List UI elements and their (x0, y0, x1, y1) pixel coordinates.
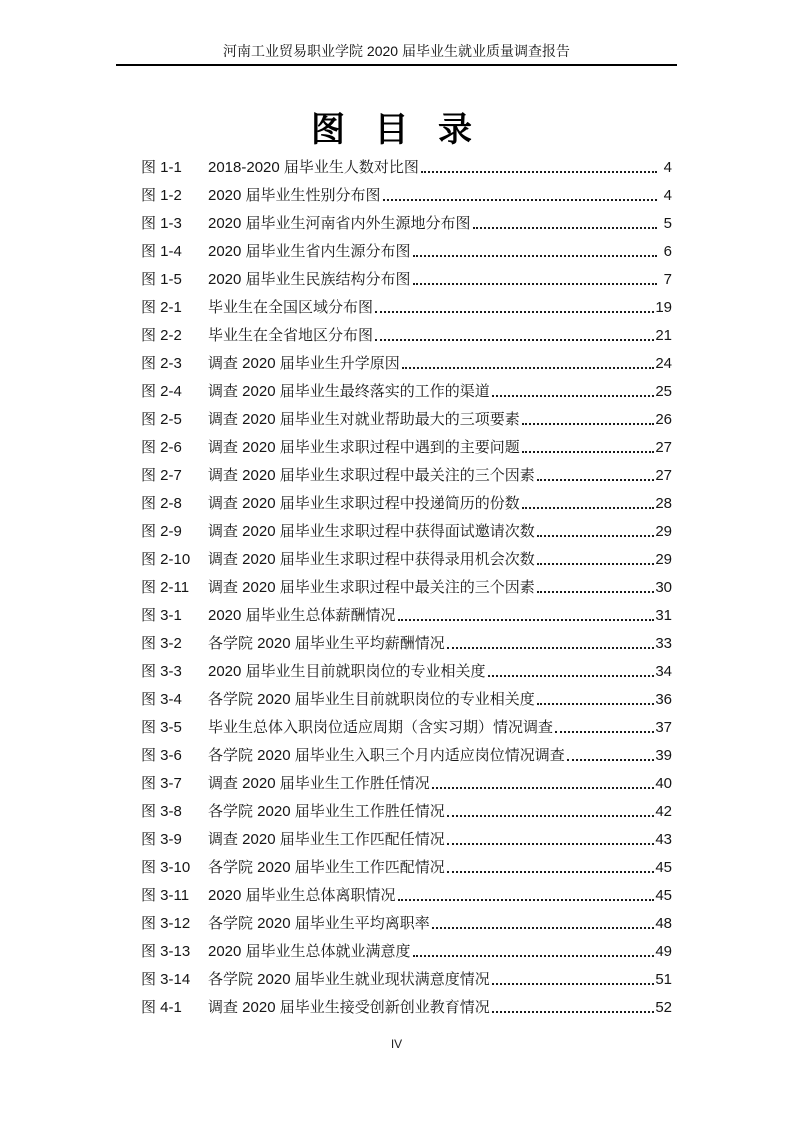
toc-entry-row (141, 992, 672, 1020)
figure-page-number: 45 (655, 859, 672, 876)
figure-page-number: 45 (655, 887, 672, 904)
toc-entry-row (141, 768, 672, 796)
figure-title: 各学院 2020 届毕业生平均离职率 (208, 915, 430, 932)
toc-entry-row (141, 292, 672, 320)
running-header-text: 河南工业贸易职业学院 2020 届毕业生就业质量调查报告 (223, 43, 570, 59)
toc-entry-row (141, 936, 672, 964)
figure-label: 图 3-1 (141, 607, 182, 624)
toc-entry-row (141, 740, 672, 768)
dot-leader (432, 787, 655, 789)
figure-page-number: 21 (655, 327, 672, 344)
toc-entry-row (141, 432, 672, 460)
figure-title: 各学院 2020 届毕业生工作胜任情况 (208, 803, 445, 820)
figure-label: 图 2-1 (141, 299, 182, 316)
figure-title: 调查 2020 届毕业生对就业帮助最大的三项要素 (208, 411, 520, 428)
toc-entry-row (141, 908, 672, 936)
figure-label: 图 3-13 (141, 943, 191, 960)
figure-label: 图 2-11 (141, 579, 190, 596)
figure-page-number: 48 (655, 915, 672, 932)
dot-leader (398, 619, 655, 621)
figure-title: 调查 2020 届毕业生求职过程中最关注的三个因素 (208, 467, 535, 484)
figure-title: 调查 2020 届毕业生求职过程中最关注的三个因素 (208, 579, 535, 596)
figure-page-number: 4 (663, 159, 672, 176)
toc-entry-row (141, 656, 672, 684)
figure-title: 调查 2020 届毕业生升学原因 (208, 355, 400, 372)
figure-page-number: 52 (655, 999, 672, 1016)
toc-entry-row (141, 712, 672, 740)
figure-label: 图 1-1 (141, 159, 182, 176)
figure-title: 毕业生在全省地区分布图 (208, 327, 374, 344)
toc-entry-row (141, 516, 672, 544)
figure-page-number: 34 (655, 663, 672, 680)
figure-label: 图 3-10 (141, 859, 191, 876)
figure-label: 图 2-4 (141, 383, 182, 400)
page-title: 图 目 录 (311, 111, 482, 149)
toc-entry-row (141, 964, 672, 992)
dot-leader (492, 395, 655, 397)
figure-title: 各学院 2020 届毕业生入职三个月内适应岗位情况调查 (208, 747, 565, 764)
figure-page-number: 27 (655, 439, 672, 456)
figure-title: 调查 2020 届毕业生求职过程中获得录用机会次数 (208, 551, 535, 568)
figure-label: 图 3-9 (141, 831, 182, 848)
figure-label: 图 3-4 (141, 691, 182, 708)
toc-entry-row (141, 852, 672, 880)
dot-leader (537, 563, 655, 565)
figure-label: 图 3-5 (141, 719, 182, 736)
dot-leader (402, 367, 655, 369)
figure-page-number: 27 (655, 467, 672, 484)
figure-label: 图 2-5 (141, 411, 182, 428)
figure-page-number: 6 (663, 243, 672, 260)
figure-label: 图 2-2 (141, 327, 182, 344)
dot-leader (398, 899, 655, 901)
figure-label: 图 3-2 (141, 635, 182, 652)
dot-leader (522, 423, 655, 425)
figure-page-number: 24 (655, 355, 672, 372)
figure-label: 图 2-3 (141, 355, 182, 372)
figure-label: 图 1-3 (141, 215, 182, 232)
dot-leader (492, 983, 655, 985)
figure-label: 图 3-12 (141, 915, 191, 932)
figure-title: 调查 2020 届毕业生求职过程中获得面试邀请次数 (208, 523, 535, 540)
toc-entry-row (141, 824, 672, 852)
figure-page-number: 19 (655, 299, 672, 316)
figure-title: 2020 届毕业生省内生源分布图 (208, 243, 411, 260)
figure-page-number: 36 (655, 691, 672, 708)
toc-entry-row (141, 684, 672, 712)
dot-leader (413, 255, 657, 257)
dot-leader (567, 759, 655, 761)
figure-title: 调查 2020 届毕业生最终落实的工作的渠道 (208, 383, 490, 400)
figure-page-number: 7 (663, 271, 672, 288)
figure-page-number: 51 (655, 971, 672, 988)
figure-title: 各学院 2020 届毕业生平均薪酬情况 (208, 635, 445, 652)
figure-title: 调查 2020 届毕业生工作匹配任情况 (208, 831, 445, 848)
figure-label: 图 1-4 (141, 243, 182, 260)
figure-label: 图 1-5 (141, 271, 182, 288)
dot-leader (413, 955, 655, 957)
toc-entry-row (141, 348, 672, 376)
figure-label: 图 2-8 (141, 495, 182, 512)
toc-entry-row (141, 544, 672, 572)
figure-title: 调查 2020 届毕业生工作胜任情况 (208, 775, 430, 792)
figure-page-number: 30 (655, 579, 672, 596)
dot-leader (488, 675, 655, 677)
figure-page-number: 40 (655, 775, 672, 792)
toc-entry-row (141, 320, 672, 348)
figure-title: 2020 届毕业生总体离职情况 (208, 887, 396, 904)
figure-title: 2020 届毕业生目前就职岗位的专业相关度 (208, 663, 486, 680)
toc-entry-row (141, 376, 672, 404)
figure-page-number: 28 (655, 495, 672, 512)
dot-leader (375, 339, 654, 341)
figure-title: 2018-2020 届毕业生人数对比图 (208, 159, 419, 176)
dot-leader (447, 647, 655, 649)
toc-entry-row (141, 600, 672, 628)
dot-leader (555, 731, 654, 733)
figure-page-number: 25 (655, 383, 672, 400)
dot-leader (375, 311, 654, 313)
dot-leader (383, 199, 657, 201)
toc-entry-row (141, 460, 672, 488)
figure-title: 2020 届毕业生性别分布图 (208, 187, 381, 204)
dot-leader (537, 703, 655, 705)
figure-label: 图 2-7 (141, 467, 182, 484)
dot-leader (537, 479, 655, 481)
figure-label: 图 3-7 (141, 775, 182, 792)
figure-title: 调查 2020 届毕业生求职过程中遇到的主要问题 (208, 439, 520, 456)
figure-title: 2020 届毕业生民族结构分布图 (208, 271, 411, 288)
figure-title: 各学院 2020 届毕业生就业现状满意度情况 (208, 971, 490, 988)
dot-leader (421, 171, 657, 173)
dot-leader (522, 507, 655, 509)
figure-label: 图 1-2 (141, 187, 182, 204)
toc-entry-row (141, 152, 672, 180)
figure-page-number: 33 (655, 635, 672, 652)
toc-entry-row (141, 488, 672, 516)
figure-title: 2020 届毕业生总体薪酬情况 (208, 607, 396, 624)
figure-title: 2020 届毕业生总体就业满意度 (208, 943, 411, 960)
figure-label: 图 4-1 (141, 999, 182, 1016)
figure-label: 图 3-11 (141, 887, 190, 904)
figure-label: 图 3-8 (141, 803, 182, 820)
toc-entry-row (141, 796, 672, 824)
dot-leader (432, 927, 655, 929)
figure-label: 图 2-9 (141, 523, 182, 540)
figure-page-number: 49 (655, 943, 672, 960)
dot-leader (447, 815, 655, 817)
figure-title: 各学院 2020 届毕业生目前就职岗位的专业相关度 (208, 691, 535, 708)
footer-page-number: IV (390, 1037, 403, 1051)
figure-label: 图 3-14 (141, 971, 191, 988)
running-header (116, 42, 677, 66)
toc-entry-row (141, 236, 672, 264)
toc-entry-row (141, 628, 672, 656)
figure-page-number: 37 (655, 719, 672, 736)
dot-leader (492, 1011, 655, 1013)
toc-entry-row (141, 208, 672, 236)
dot-leader (413, 283, 657, 285)
dot-leader (537, 591, 655, 593)
dot-leader (537, 535, 655, 537)
figure-label: 图 2-10 (141, 551, 191, 568)
dot-leader (447, 843, 655, 845)
figure-page-number: 43 (655, 831, 672, 848)
toc-entry-row (141, 572, 672, 600)
toc-entry-row (141, 404, 672, 432)
figure-page-number: 42 (655, 803, 672, 820)
figure-page-number: 29 (655, 551, 672, 568)
figure-title: 各学院 2020 届毕业生工作匹配情况 (208, 859, 445, 876)
figure-title: 毕业生在全国区域分布图 (208, 299, 374, 316)
figure-title: 调查 2020 届毕业生求职过程中投递简历的份数 (208, 495, 520, 512)
toc-entry-row (141, 180, 672, 208)
dot-leader (447, 871, 655, 873)
toc-entry-row (141, 880, 672, 908)
dot-leader (473, 227, 657, 229)
dot-leader (522, 451, 655, 453)
figure-label: 图 2-6 (141, 439, 182, 456)
figure-page-number: 39 (655, 747, 672, 764)
toc-entry-row (141, 264, 672, 292)
figure-title: 调查 2020 届毕业生接受创新创业教育情况 (208, 999, 490, 1016)
figure-label: 图 3-3 (141, 663, 182, 680)
figure-label: 图 3-6 (141, 747, 182, 764)
figure-page-number: 5 (663, 215, 672, 232)
figure-title: 2020 届毕业生河南省内外生源地分布图 (208, 215, 471, 232)
figure-page-number: 4 (663, 187, 672, 204)
figure-page-number: 29 (655, 523, 672, 540)
list-of-figures (141, 152, 672, 1020)
figure-page-number: 26 (655, 411, 672, 428)
figure-title: 毕业生总体入职岗位适应周期（含实习期）情况调查 (208, 719, 554, 736)
figure-page-number: 31 (655, 607, 672, 624)
